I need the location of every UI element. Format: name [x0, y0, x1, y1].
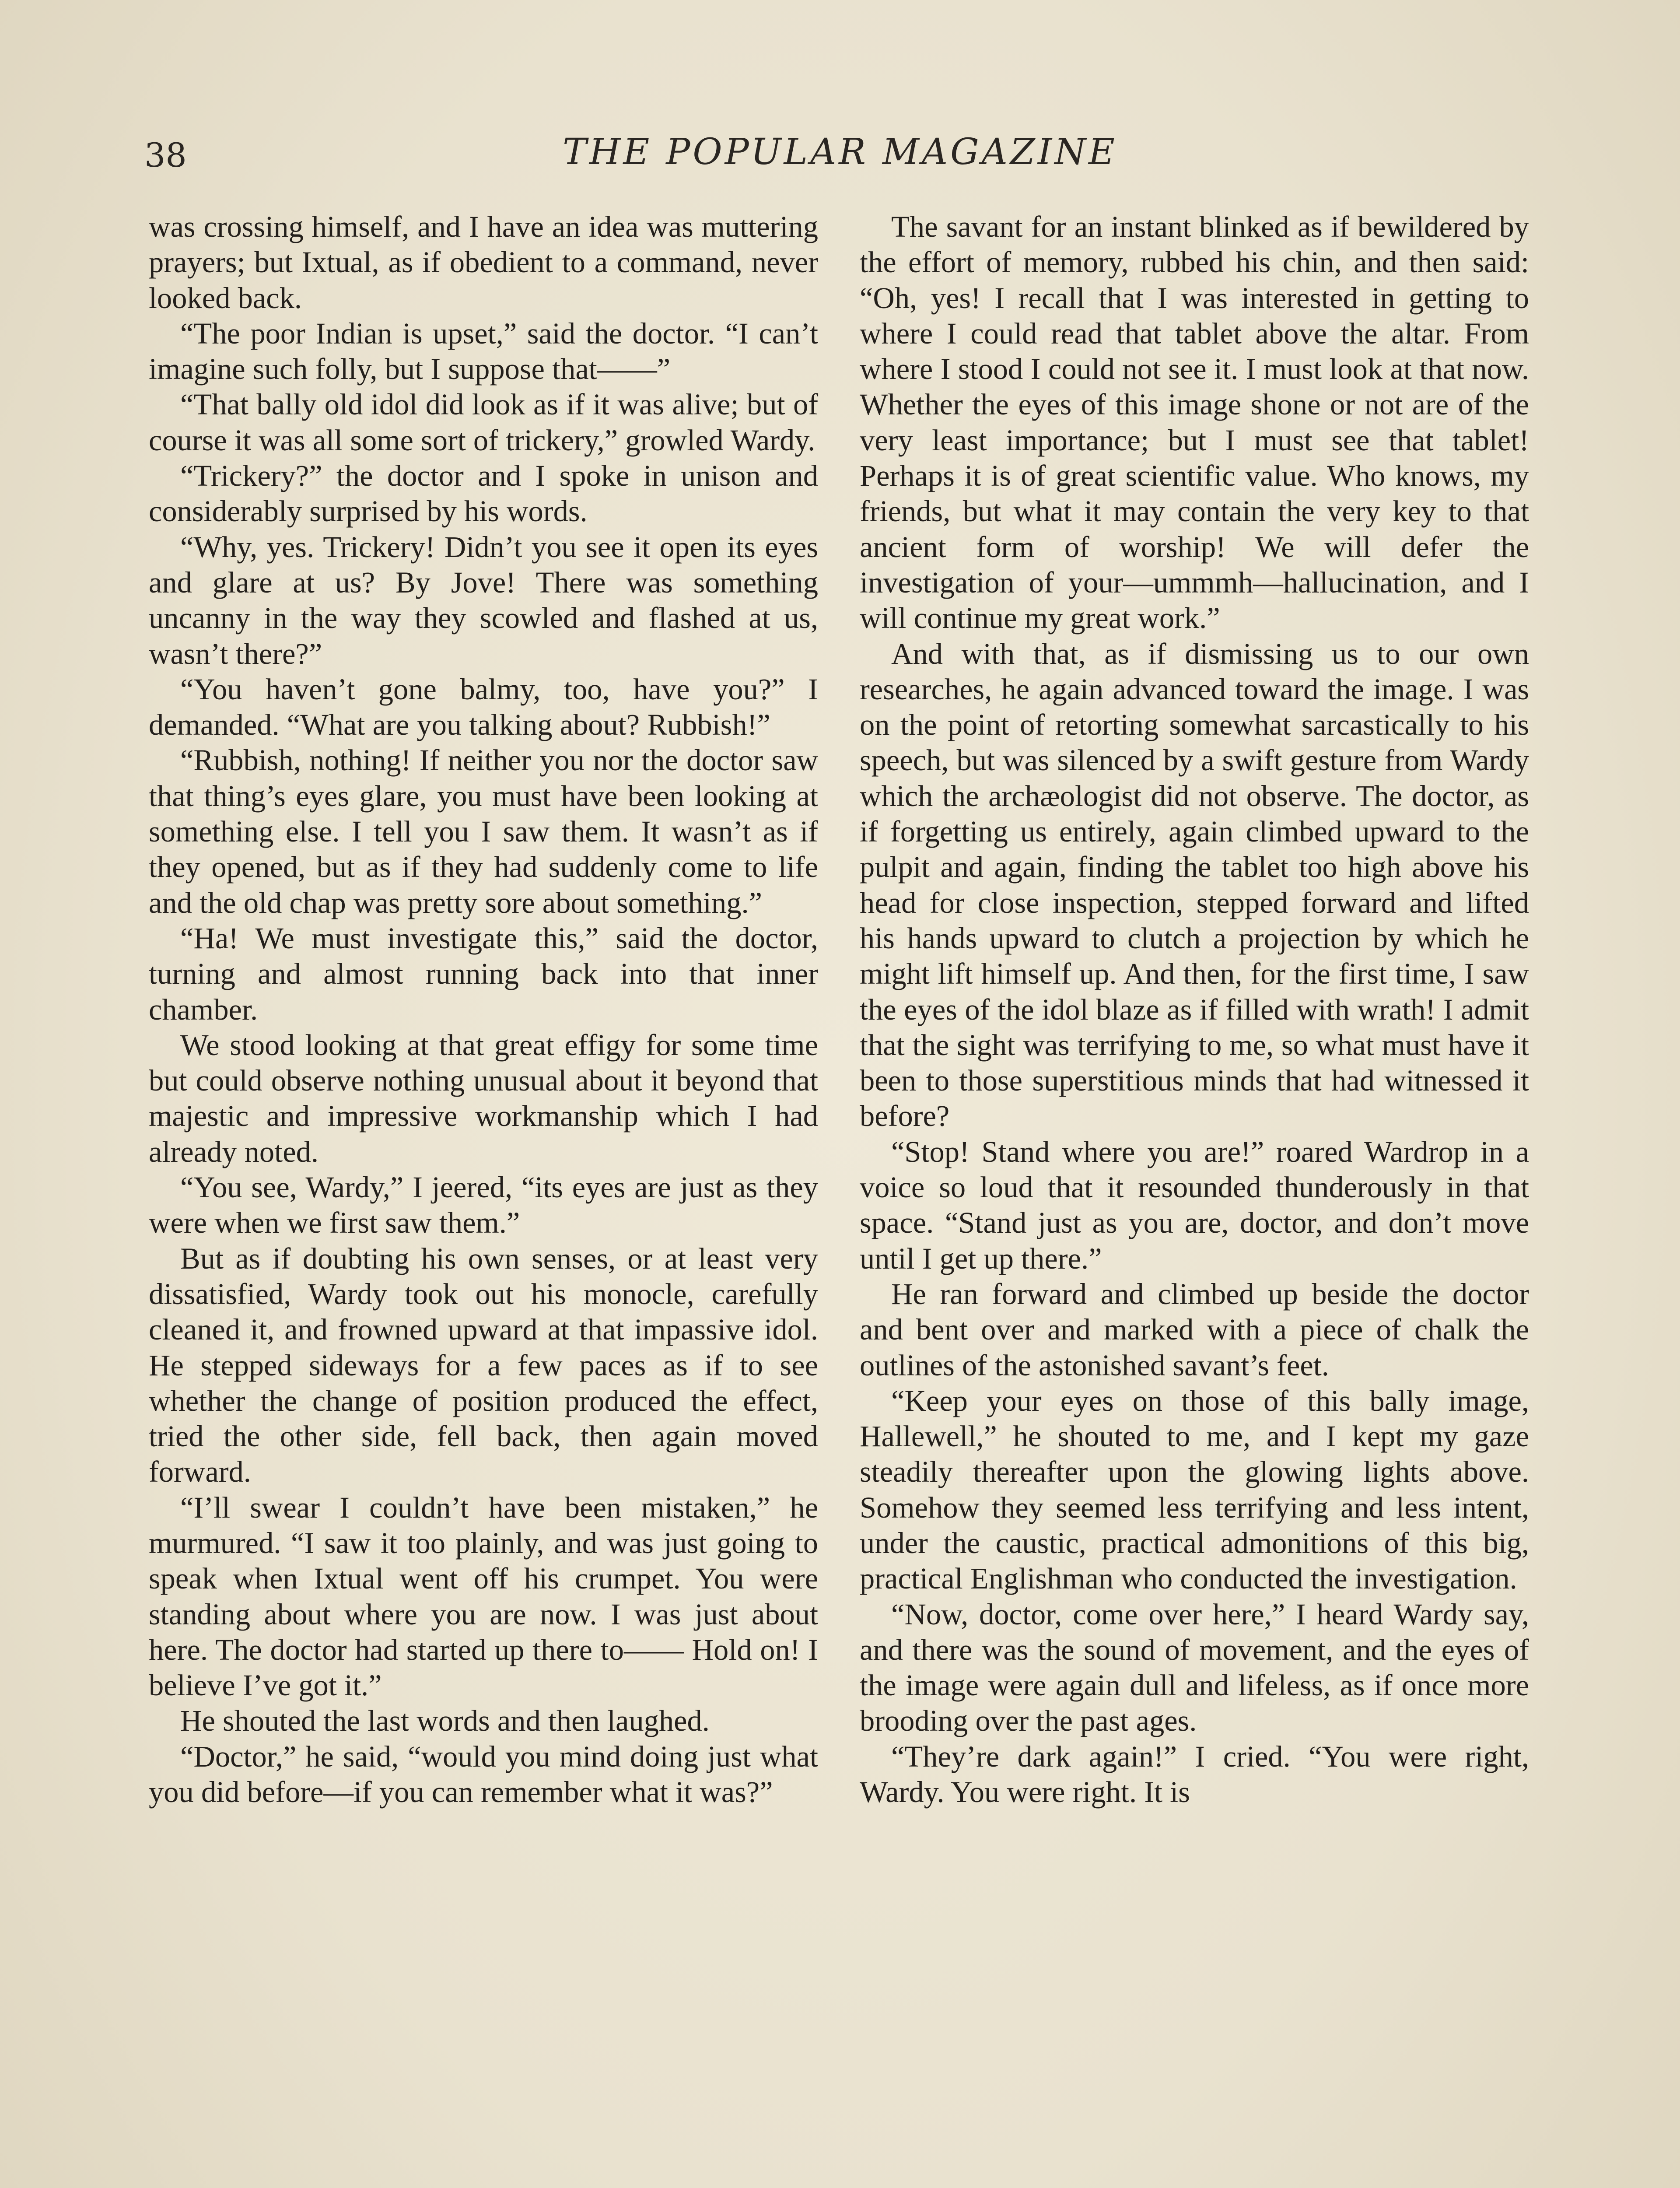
paragraph: “That bally old idol did look as if it was alive; but of course it was all some sort of trickery,” growled Wardy. [149, 388, 818, 457]
paragraph: “Why, yes. Trickery! Didn’t you see it open its eyes and glare at us? By Jove! There was something uncanny in the way they scowled and flashed at us, wasn’t there?” [149, 530, 818, 670]
paragraph: The savant for an instant blinked as if bewildered by the effort of memory, rubbed his chin, and then said: “Oh, yes! I recall that I was interested in getting to where I could read that tablet above the altar. From where I stood I could not see it. I must look at that now. Whether the eyes of this image shone or not are of the very least importance; but I must see that tablet! Perhaps it is of great scientific value. Who knows, my friends, but what it may contain the very key to that ancient form of worship! We will defer the investigation of your—ummmh—hallucination, and I will continue my great work.” [860, 210, 1529, 635]
text-columns [149, 209, 1536, 2188]
paragraph: We stood looking at that great effigy for some time but could observe nothing unusual about it beyond that majestic and impressive workmanship which I had already noted. [149, 1028, 818, 1168]
page-header [144, 131, 1536, 184]
paragraph: “You haven’t gone balmy, too, have you?” I demanded. “What are you talking about? Rubbish!” [149, 672, 818, 742]
paragraph: “Ha! We must investigate this,” said the doctor, turning and almost running back into that inner chamber. [149, 921, 818, 1026]
paragraph: And with that, as if dismissing us to our own researches, he again advanced toward the image. I was on the point of retorting somewhat sarcastically to his speech, but was silenced by a swift gesture from Wardy which the archæologist did not observe. The doctor, as if forgetting us entirely, again climbed upward to the pulpit and again, finding the tablet too high above his head for close inspection, stepped forward and lifted his hands upward to clutch a projection by which he might lift himself up. And then, for the first time, I saw the eyes of the idol blaze as if filled with wrath! I admit that the sight was terrifying to me, so what must have it been to those superstitious minds that had witnessed it before? [860, 637, 1529, 1133]
page-number: 38 [144, 136, 187, 175]
paragraph: “Now, doctor, come over here,” I heard Wardy say, and there was the sound of movement, and the eyes of the image were again dull and lifeless, as if once more brooding over the past ages. [860, 1597, 1529, 1738]
paragraph: “I’ll swear I couldn’t have been mistaken,” he murmured. “I saw it too plainly, and was just going to speak when Ixtual went off his crumpet. You were standing about where you are now. I was just about here. The doctor had started up there to—— Hold on! I believe I’ve got it.” [149, 1490, 818, 1702]
paragraph: But as if doubting his own senses, or at least very dissatisfied, Wardy took out his monocle, carefully cleaned it, and frowned upward at that impassive idol. He stepped sideways for a few paces as if to see whether the change of position produced the effect, tried the other side, fell back, then again moved forward. [149, 1241, 818, 1489]
paragraph: He shouted the last words and then laughed. [180, 1704, 710, 1738]
paragraph: He ran forward and climbed up beside the doctor and bent over and marked with a piece of chalk the outlines of the astonished savant’s feet. [860, 1277, 1529, 1382]
right-column [860, 209, 1529, 1810]
paragraph: “They’re dark again!” I cried. “You were right, Wardy. You were right. It is [860, 1739, 1529, 1809]
paragraph: “Doctor,” he said, “would you mind doing just what you did before—if you can remember what it was?” [149, 1739, 818, 1809]
paragraph: “Rubbish, nothing! If neither you nor the doctor saw that thing’s eyes glare, you must have been looking at something else. I tell you I saw them. It wasn’t as if they opened, but as if they had suddenly come to life and the old chap was pretty sore about something.” [149, 743, 818, 919]
paragraph: “The poor Indian is upset,” said the doctor. “I can’t imagine such folly, but I suppose that——” [149, 316, 818, 386]
paragraph: “You see, Wardy,” I jeered, “its eyes are just as they were when we first saw them.” [149, 1171, 818, 1240]
paragraph: “Trickery?” the doctor and I spoke in unison and considerably surprised by his words. [149, 459, 818, 528]
paragraph: was crossing himself, and I have an idea was muttering prayers; but Ixtual, as if obedient to a command, never looked back. [149, 210, 818, 315]
left-column [149, 209, 818, 1810]
paragraph: “Keep your eyes on those of this bally image, Hallewell,” he shouted to me, and I kept my gaze steadily thereafter upon the glowing lights above. Somehow they seemed less terrifying and less intent, under the caustic, practical admonitions of this big, practical Englishman who conducted the investigation. [860, 1384, 1529, 1595]
paragraph: “Stop! Stand where you are!” roared Wardrop in a voice so loud that it resounded thunderously in that space. “Stand just as you are, doctor, and don’t move until I get up there.” [860, 1135, 1529, 1275]
running-head: THE POPULAR MAGAZINE [563, 131, 1117, 173]
